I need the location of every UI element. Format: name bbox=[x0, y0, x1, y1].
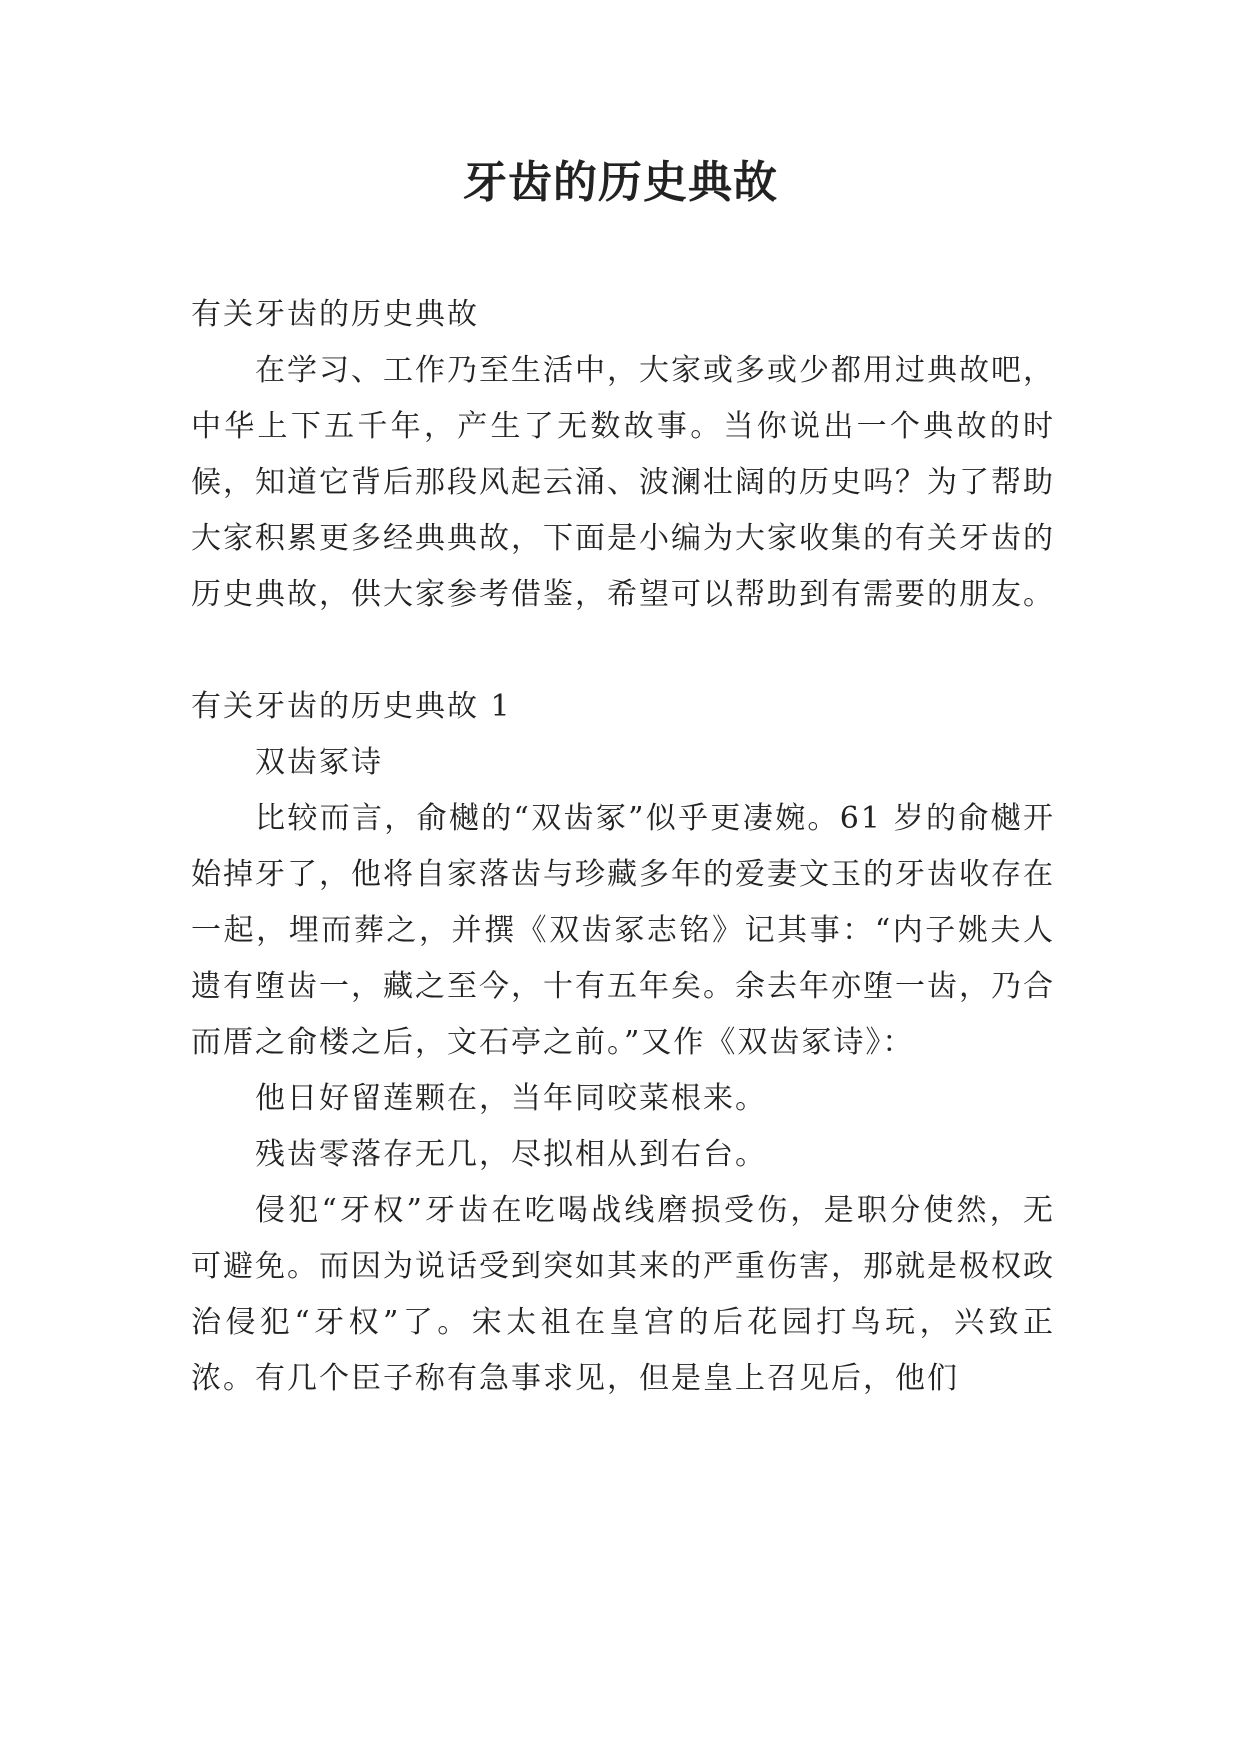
document-body bbox=[191, 287, 1055, 1407]
paragraph: 侵犯“牙权”牙齿在吃喝战线磨损受伤，是职分使然，无可避免。而因为说话受到突如其来的严重伤害，那就是极权政治侵犯“牙权”了。宋太祖在皇宫的后花园打鸟玩，兴致正浓。有几个臣子称有急事求见，但是皇上召见后，他们 bbox=[191, 1193, 1055, 1396]
section-heading-1: 有关牙齿的历史典故 1 bbox=[191, 689, 512, 724]
section-heading-intro: 有关牙齿的历史典故 bbox=[191, 297, 479, 332]
poem-line: 残齿零落存无几，尽拟相从到右台。 bbox=[255, 1137, 767, 1172]
document-title: 牙齿的历史典故 bbox=[463, 157, 778, 208]
intro-paragraph: 在学习、工作乃至生活中，大家或多或少都用过典故吧，中华上下五千年，产生了无数故事。当你说出一个典故的时候，知道它背后那段风起云涌、波澜壮阔的历史吗？为了帮助大家积累更多经典典故，下面是小编为大家收集的有关牙齿的历史典故，供大家参考借鉴，希望可以帮助到有需要的朋友。 bbox=[191, 353, 1055, 612]
poem-line: 他日好留莲颗在，当年同咬菜根来。 bbox=[255, 1081, 767, 1116]
paragraph: 比较而言，俞樾的“双齿冢”似乎更凄婉。61 岁的俞樾开始掉牙了，他将自家落齿与珍藏多年的爱妻文玉的牙齿收存在一起，埋而葬之，并撰《双齿冢志铭》记其事：“内子姚夫人遗有堕齿一，藏之至今，十有五年矣。余去年亦堕一齿，乃合而厝之俞楼之后，文石亭之前。”又作《双齿冢诗》： bbox=[191, 801, 1055, 1060]
subheading-shuangchizhong: 双齿冢诗 bbox=[255, 745, 383, 780]
